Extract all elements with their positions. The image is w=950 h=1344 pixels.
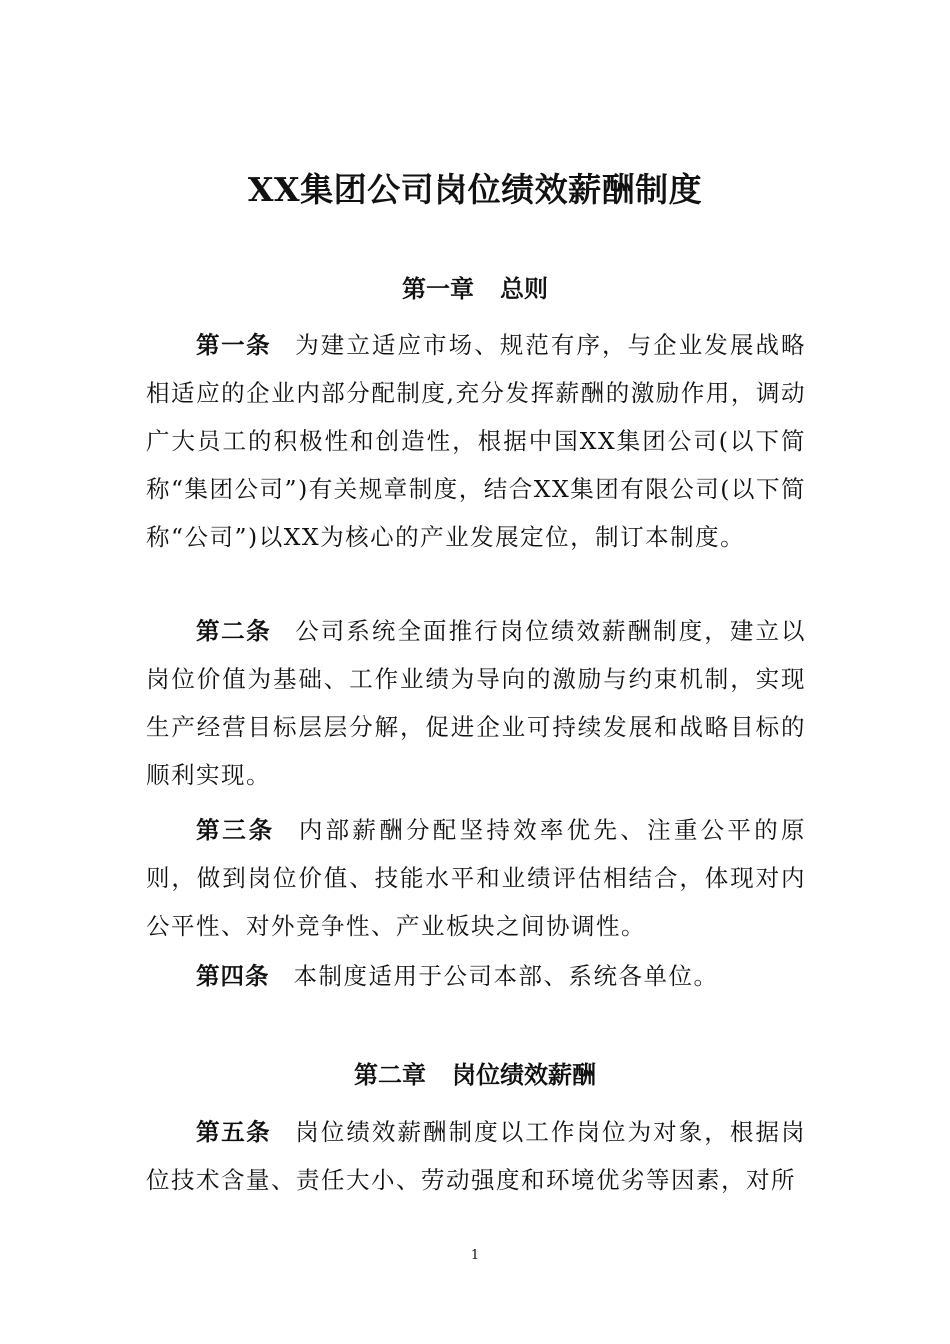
chapter-name: 岗位绩效薪酬 [452, 1060, 596, 1089]
article-paragraph [146, 321, 806, 561]
article-text: 内部薪酬分配坚持效率优先、注重公平的原则，做到岗位价值、技能水平和业绩评估相结合，体现对内公平性、对外竞争性、产业板块之间协调性。 [146, 816, 807, 940]
article-number: 第一条 [196, 331, 272, 359]
document-title: XX集团公司岗位绩效薪酬制度 [247, 170, 703, 209]
article-text: 为建立适应市场、规范有序，与企业发展战略相适应的企业内部分配制度,充分发挥薪酬的激励作用，调动广大员工的积极性和创造性，根据中国XX集团公司(以下简称“集团公司”)有关规章制度，结合XX集团有限公司(以下简称“公司”)以XX为核心的产业发展定位，制订本制度。 [146, 331, 807, 551]
article-number: 第五条 [196, 1118, 272, 1146]
chapter-number: 第二章 [354, 1060, 426, 1089]
chapter-number: 第一章 [402, 274, 474, 303]
chapter-heading [0, 272, 950, 306]
article-paragraph [146, 1108, 806, 1204]
article-number: 第二条 [196, 617, 272, 645]
article-text: 本制度适用于公司本部、系统各单位。 [293, 962, 719, 990]
article-paragraph [146, 607, 806, 799]
article-number: 第四条 [196, 962, 270, 990]
article-text: 岗位绩效薪酬制度以工作岗位为对象，根据岗位技术含量、责任大小、劳动强度和环境优劣等因素，对所 [146, 1118, 807, 1194]
article-paragraph [146, 952, 806, 1000]
article-number: 第三条 [196, 816, 275, 844]
chapter-name: 总则 [500, 274, 548, 303]
chapter-heading [0, 1058, 950, 1092]
article-text: 公司系统全面推行岗位绩效薪酬制度，建立以岗位价值为基础、工作业绩为导向的激励与约束机制，实现生产经营目标层层分解，促进企业可持续发展和战略目标的顺利实现。 [146, 617, 807, 789]
article-paragraph [146, 806, 806, 950]
page-number: 1 [470, 1248, 480, 1263]
